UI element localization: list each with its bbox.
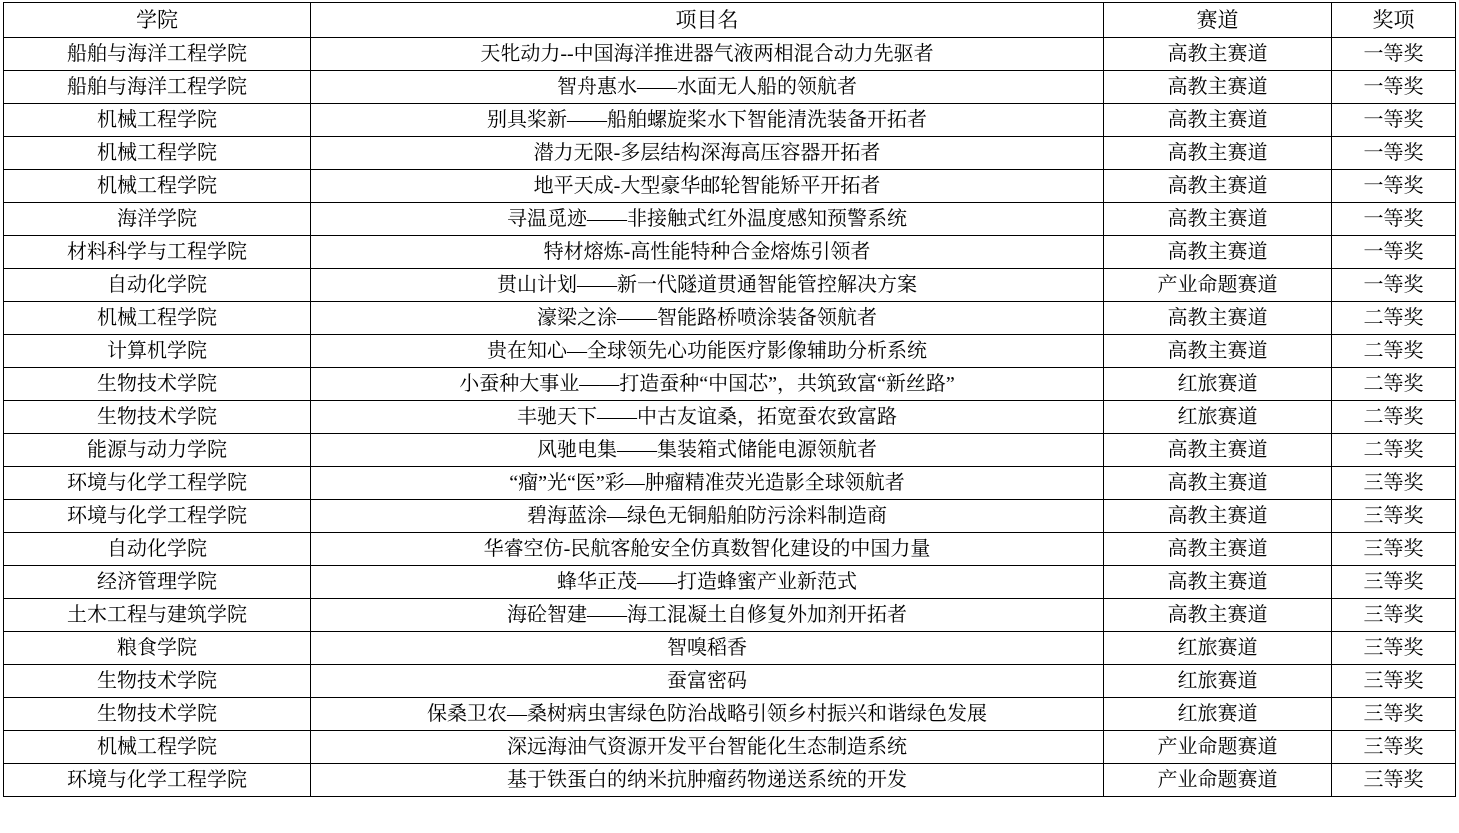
cell-project: 智嗅稻香 <box>311 632 1104 665</box>
cell-award: 一等奖 <box>1332 170 1456 203</box>
table-row <box>4 764 1456 797</box>
cell-award: 三等奖 <box>1332 698 1456 731</box>
table-row <box>4 104 1456 137</box>
cell-award: 三等奖 <box>1332 665 1456 698</box>
cell-track: 高教主赛道 <box>1104 566 1332 599</box>
cell-college: 粮食学院 <box>4 632 311 665</box>
cell-track: 高教主赛道 <box>1104 71 1332 104</box>
cell-college: 土木工程与建筑学院 <box>4 599 311 632</box>
cell-track: 高教主赛道 <box>1104 467 1332 500</box>
cell-college: 机械工程学院 <box>4 731 311 764</box>
cell-college: 经济管理学院 <box>4 566 311 599</box>
cell-award: 二等奖 <box>1332 302 1456 335</box>
cell-track: 高教主赛道 <box>1104 335 1332 368</box>
cell-award: 一等奖 <box>1332 38 1456 71</box>
cell-project: 华睿空仿-民航客舱安全仿真数智化建设的中国力量 <box>311 533 1104 566</box>
table-row <box>4 71 1456 104</box>
table-row <box>4 335 1456 368</box>
cell-track: 产业命题赛道 <box>1104 731 1332 764</box>
cell-project: 别具桨新——船舶螺旋桨水下智能清洗装备开拓者 <box>311 104 1104 137</box>
cell-award: 二等奖 <box>1332 401 1456 434</box>
cell-project: 特材熔炼-高性能特种合金熔炼引领者 <box>311 236 1104 269</box>
table-row <box>4 665 1456 698</box>
cell-track: 高教主赛道 <box>1104 434 1332 467</box>
cell-award: 三等奖 <box>1332 731 1456 764</box>
table-row <box>4 632 1456 665</box>
cell-project: 智舟惠水——水面无人船的领航者 <box>311 71 1104 104</box>
cell-project: 寻温觅迹——非接触式红外温度感知预警系统 <box>311 203 1104 236</box>
cell-track: 高教主赛道 <box>1104 203 1332 236</box>
cell-track: 红旅赛道 <box>1104 698 1332 731</box>
cell-college: 环境与化学工程学院 <box>4 467 311 500</box>
cell-project: 天牝动力--中国海洋推进器气液两相混合动力先驱者 <box>311 38 1104 71</box>
cell-award: 三等奖 <box>1332 566 1456 599</box>
cell-project: 保桑卫农—桑树病虫害绿色防治战略引领乡村振兴和谐绿色发展 <box>311 698 1104 731</box>
cell-college: 机械工程学院 <box>4 137 311 170</box>
cell-college: 材料科学与工程学院 <box>4 236 311 269</box>
cell-award: 三等奖 <box>1332 500 1456 533</box>
cell-project: 基于铁蛋白的纳米抗肿瘤药物递送系统的开发 <box>311 764 1104 797</box>
cell-award: 三等奖 <box>1332 764 1456 797</box>
table-row <box>4 500 1456 533</box>
cell-track: 高教主赛道 <box>1104 500 1332 533</box>
cell-project: 贯山计划——新一代隧道贯通智能管控解决方案 <box>311 269 1104 302</box>
column-header-award: 奖项 <box>1332 3 1456 38</box>
award-table <box>3 2 1456 797</box>
cell-college: 机械工程学院 <box>4 104 311 137</box>
cell-college: 环境与化学工程学院 <box>4 500 311 533</box>
cell-college: 海洋学院 <box>4 203 311 236</box>
table-row <box>4 533 1456 566</box>
cell-award: 一等奖 <box>1332 236 1456 269</box>
table-row <box>4 467 1456 500</box>
cell-project: 贵在知心—全球领先心功能医疗影像辅助分析系统 <box>311 335 1104 368</box>
cell-award: 一等奖 <box>1332 71 1456 104</box>
cell-college: 船舶与海洋工程学院 <box>4 38 311 71</box>
column-header-track: 赛道 <box>1104 3 1332 38</box>
cell-college: 机械工程学院 <box>4 170 311 203</box>
cell-award: 一等奖 <box>1332 269 1456 302</box>
table-row <box>4 566 1456 599</box>
table-row <box>4 368 1456 401</box>
table-row <box>4 599 1456 632</box>
table-row <box>4 302 1456 335</box>
cell-track: 高教主赛道 <box>1104 302 1332 335</box>
cell-track: 红旅赛道 <box>1104 632 1332 665</box>
table-row <box>4 401 1456 434</box>
cell-award: 二等奖 <box>1332 368 1456 401</box>
cell-track: 红旅赛道 <box>1104 665 1332 698</box>
cell-college: 自动化学院 <box>4 533 311 566</box>
cell-project: 潜力无限-多层结构深海高压容器开拓者 <box>311 137 1104 170</box>
table-row <box>4 203 1456 236</box>
cell-track: 高教主赛道 <box>1104 170 1332 203</box>
cell-project: 蚕富密码 <box>311 665 1104 698</box>
table-row <box>4 137 1456 170</box>
cell-college: 环境与化学工程学院 <box>4 764 311 797</box>
cell-project: 蜂华正茂——打造蜂蜜产业新范式 <box>311 566 1104 599</box>
cell-award: 二等奖 <box>1332 434 1456 467</box>
table-header-row <box>4 3 1456 38</box>
cell-track: 高教主赛道 <box>1104 236 1332 269</box>
cell-college: 能源与动力学院 <box>4 434 311 467</box>
cell-award: 一等奖 <box>1332 104 1456 137</box>
cell-track: 红旅赛道 <box>1104 401 1332 434</box>
cell-track: 高教主赛道 <box>1104 38 1332 71</box>
cell-college: 生物技术学院 <box>4 401 311 434</box>
cell-track: 高教主赛道 <box>1104 104 1332 137</box>
cell-college: 机械工程学院 <box>4 302 311 335</box>
cell-track: 产业命题赛道 <box>1104 764 1332 797</box>
cell-project: 小蚕种大事业——打造蚕种“中国芯”，共筑致富“新丝路” <box>311 368 1104 401</box>
cell-award: 二等奖 <box>1332 335 1456 368</box>
cell-award: 一等奖 <box>1332 203 1456 236</box>
table-row <box>4 170 1456 203</box>
table-row <box>4 38 1456 71</box>
cell-project: 地平天成-大型豪华邮轮智能矫平开拓者 <box>311 170 1104 203</box>
cell-award: 三等奖 <box>1332 533 1456 566</box>
table-row <box>4 698 1456 731</box>
cell-award: 三等奖 <box>1332 467 1456 500</box>
table-body <box>4 38 1456 797</box>
table-row <box>4 236 1456 269</box>
cell-track: 高教主赛道 <box>1104 599 1332 632</box>
cell-track: 红旅赛道 <box>1104 368 1332 401</box>
cell-project: 深远海油气资源开发平台智能化生态制造系统 <box>311 731 1104 764</box>
cell-project: 丰驰天下——中古友谊桑，拓宽蚕农致富路 <box>311 401 1104 434</box>
cell-project: 濠梁之涂——智能路桥喷涂装备领航者 <box>311 302 1104 335</box>
table-row <box>4 269 1456 302</box>
table-row <box>4 731 1456 764</box>
cell-college: 计算机学院 <box>4 335 311 368</box>
cell-award: 三等奖 <box>1332 599 1456 632</box>
cell-project: 海砼智建——海工混凝土自修复外加剂开拓者 <box>311 599 1104 632</box>
cell-college: 自动化学院 <box>4 269 311 302</box>
cell-track: 高教主赛道 <box>1104 533 1332 566</box>
cell-award: 一等奖 <box>1332 137 1456 170</box>
cell-project: 碧海蓝涂—绿色无铜船舶防污涂料制造商 <box>311 500 1104 533</box>
column-header-project: 项目名 <box>311 3 1104 38</box>
cell-college: 生物技术学院 <box>4 665 311 698</box>
cell-project: “瘤”光“医”彩—肿瘤精准荧光造影全球领航者 <box>311 467 1104 500</box>
cell-project: 风驰电集——集装箱式储能电源领航者 <box>311 434 1104 467</box>
table-row <box>4 434 1456 467</box>
table-header <box>4 3 1456 38</box>
cell-award: 三等奖 <box>1332 632 1456 665</box>
cell-college: 生物技术学院 <box>4 698 311 731</box>
column-header-college: 学院 <box>4 3 311 38</box>
award-table-container <box>0 2 1459 797</box>
cell-college: 船舶与海洋工程学院 <box>4 71 311 104</box>
cell-track: 高教主赛道 <box>1104 137 1332 170</box>
cell-track: 产业命题赛道 <box>1104 269 1332 302</box>
cell-college: 生物技术学院 <box>4 368 311 401</box>
